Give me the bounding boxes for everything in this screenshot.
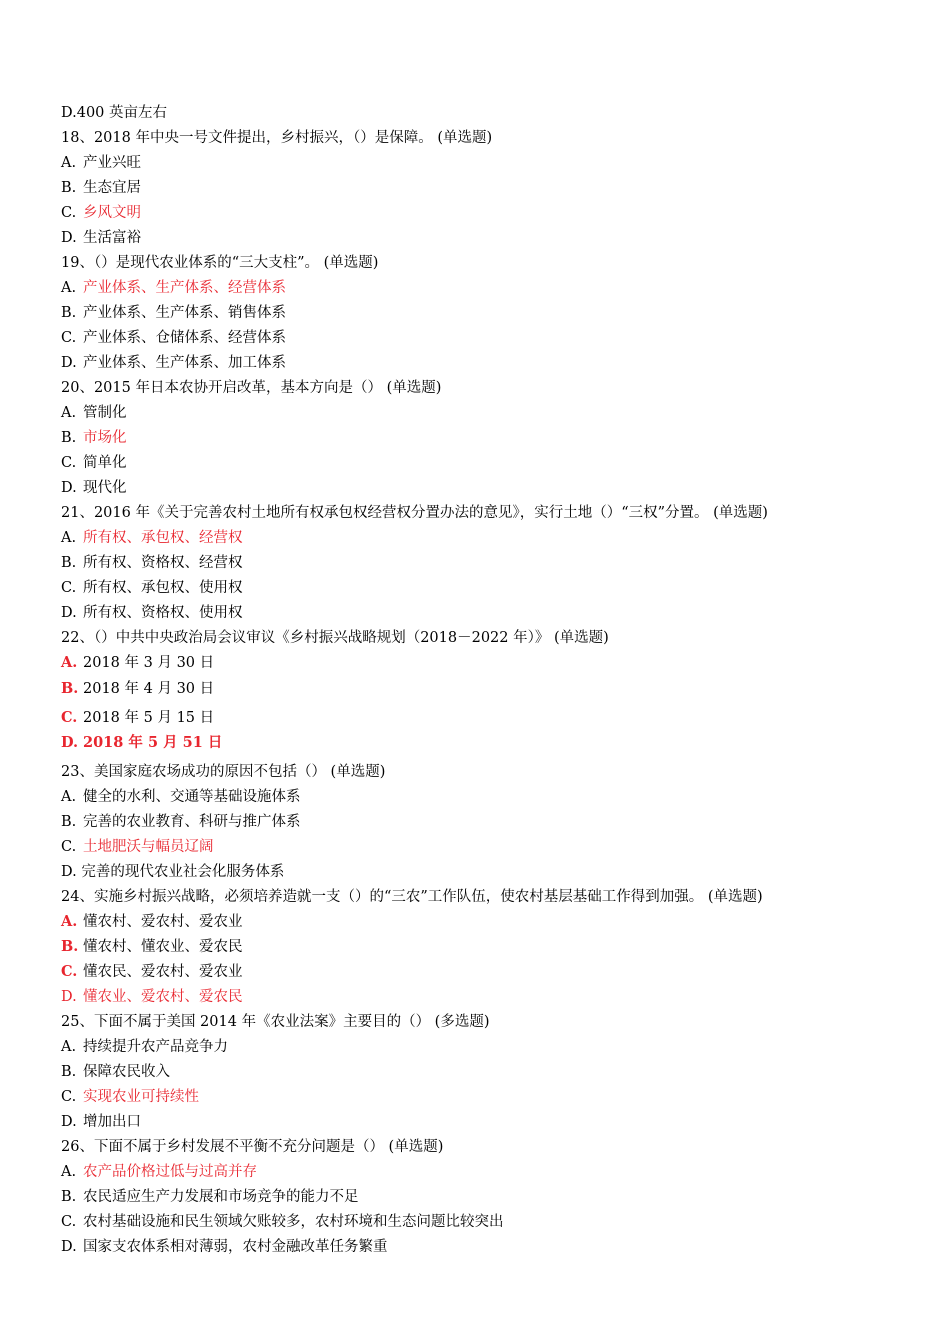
option-line	[61, 178, 141, 198]
option-line	[61, 453, 127, 473]
option-line	[61, 328, 286, 348]
option-line	[61, 553, 243, 573]
option-key: A.	[61, 913, 78, 930]
option-line	[61, 912, 243, 932]
option-text: 产业体系、生产体系、销售体系	[83, 305, 286, 321]
question-line	[61, 1012, 490, 1032]
option-text: 增加出口	[83, 1114, 141, 1130]
option-line	[61, 403, 127, 423]
option-key: B.	[61, 680, 79, 697]
option-text: 管制化	[83, 405, 127, 421]
option-key: D.	[61, 989, 77, 1005]
question-text: 22、（）中共中央政治局会议审议《乡村振兴战略规划（2018－2022 年）》 (单选题)	[61, 630, 609, 646]
option-key: A.	[61, 654, 78, 671]
option-key: D.	[61, 230, 77, 246]
option-text: 现代化	[83, 480, 127, 496]
option-key: B.	[61, 938, 79, 955]
option-text: 所有权、资格权、经营权	[83, 555, 243, 571]
question-line	[61, 503, 768, 523]
option-text: 产业兴旺	[83, 155, 141, 171]
option-text: 生态宜居	[83, 180, 141, 196]
option-line	[61, 733, 222, 753]
option-key: A.	[61, 789, 77, 805]
question-text: 18、2018 年中央一号文件提出，乡村振兴，（）是保障。 (单选题)	[61, 130, 493, 146]
option-line	[61, 153, 141, 173]
option-key: D.	[61, 1114, 77, 1130]
option-key: C.	[61, 580, 77, 596]
option-line	[61, 478, 127, 498]
option-key: C.	[61, 1089, 77, 1105]
option-key: D.	[61, 1239, 77, 1255]
option-line	[61, 528, 243, 548]
option-key: C.	[61, 839, 77, 855]
option-line	[61, 837, 214, 857]
option-text: 所有权、承包权、使用权	[83, 580, 243, 596]
question-text: 25、下面不属于美国 2014 年《农业法案》主要目的（） (多选题)	[61, 1014, 490, 1030]
option-line	[61, 203, 141, 223]
option-key: C.	[61, 330, 77, 346]
option-text: 懂农民、爱农村、爱农业	[83, 964, 243, 980]
option-text: 懂农业、爱农村、爱农民	[83, 989, 243, 1005]
option-text: 持续提升农产品竞争力	[83, 1039, 228, 1055]
option-text: 2018 年 5 月 51 日	[83, 734, 223, 751]
question-line	[61, 1137, 443, 1157]
option-text: 产业体系、生产体系、经营体系	[83, 280, 286, 296]
option-line	[61, 428, 127, 448]
option-line	[61, 1062, 170, 1082]
question-text: 21、2016 年《关于完善农村土地所有权承包权经营权分置办法的意见》，实行土地（）“三权”分置。 (单选题)	[61, 505, 768, 521]
question-text: 26、下面不属于乡村发展不平衡不充分问题是（） (单选题)	[61, 1139, 444, 1155]
option-line	[61, 1237, 388, 1257]
option-key: B.	[61, 430, 77, 446]
option-text: 产业体系、仓储体系、经营体系	[83, 330, 286, 346]
option-text: 懂农村、爱农村、爱农业	[83, 914, 243, 930]
option-text: 乡风文明	[83, 205, 141, 221]
option-text: 保障农民收入	[83, 1064, 170, 1080]
option-text: 所有权、资格权、使用权	[83, 605, 243, 621]
option-text: 懂农村、懂农业、爱农民	[83, 939, 243, 955]
option-key: B.	[61, 305, 77, 321]
option-text: 土地肥沃与幅员辽阔	[83, 839, 214, 855]
option-key: C.	[61, 205, 77, 221]
option-key: A.	[61, 280, 77, 296]
question-text: D. 完善的现代农业社会化服务体系	[61, 864, 285, 880]
option-key: A.	[61, 155, 77, 171]
option-text: 市场化	[83, 430, 127, 446]
question-line	[61, 887, 763, 907]
option-text: 农产品价格过低与过高并存	[83, 1164, 257, 1180]
question-line	[61, 128, 492, 148]
question-line	[61, 862, 284, 882]
option-key: D.	[61, 355, 77, 371]
option-line	[61, 812, 301, 832]
option-line	[61, 1037, 228, 1057]
option-line	[61, 1087, 199, 1107]
option-text: 生活富裕	[83, 230, 141, 246]
option-key: B.	[61, 180, 77, 196]
option-line	[61, 228, 141, 248]
option-text: 健全的水利、交通等基础设施体系	[83, 789, 301, 805]
option-text: 产业体系、生产体系、加工体系	[83, 355, 286, 371]
option-text: 2018 年 4 月 30 日	[83, 681, 215, 697]
option-text: 农村基础设施和民生领域欠账较多，农村环境和生态问题比较突出	[83, 1214, 504, 1230]
question-line	[61, 103, 167, 123]
option-line	[61, 578, 243, 598]
option-key: A.	[61, 405, 77, 421]
option-key: B.	[61, 814, 77, 830]
option-key: C.	[61, 963, 78, 980]
option-key: B.	[61, 555, 77, 571]
question-text: 23、美国家庭农场成功的原因不包括（） (单选题)	[61, 764, 386, 780]
option-text: 完善的农业教育、科研与推广体系	[83, 814, 301, 830]
question-text: 19、（）是现代农业体系的“三大支柱”。 (单选题)	[61, 255, 379, 271]
option-line	[61, 1212, 504, 1232]
question-text: D.400 英亩左右	[61, 105, 168, 121]
option-line	[61, 708, 214, 728]
option-line	[61, 962, 243, 982]
option-text: 国家支农体系相对薄弱，农村金融改革任务繁重	[83, 1239, 388, 1255]
option-key: B.	[61, 1189, 77, 1205]
option-line	[61, 937, 243, 957]
option-line	[61, 278, 286, 298]
option-key: D.	[61, 734, 79, 751]
option-line	[61, 987, 243, 1007]
option-key: D.	[61, 480, 77, 496]
option-key: C.	[61, 709, 78, 726]
option-text: 农民适应生产力发展和市场竞争的能力不足	[83, 1189, 359, 1205]
option-line	[61, 787, 301, 807]
option-key: C.	[61, 1214, 77, 1230]
question-line	[61, 762, 385, 782]
option-text: 2018 年 5 月 15 日	[83, 710, 215, 726]
option-text: 实现农业可持续性	[83, 1089, 199, 1105]
option-line	[61, 1187, 359, 1207]
option-text: 所有权、承包权、经营权	[83, 530, 243, 546]
question-line	[61, 628, 609, 648]
option-text: 2018 年 3 月 30 日	[83, 655, 215, 671]
option-key: A.	[61, 530, 77, 546]
option-key: A.	[61, 1039, 77, 1055]
option-line	[61, 679, 214, 699]
question-text: 24、实施乡村振兴战略，必须培养造就一支（）的“三农”工作队伍，使农村基层基础工作得到加强。 (单选题)	[61, 889, 763, 905]
option-line	[61, 353, 286, 373]
option-line	[61, 303, 286, 323]
question-line	[61, 253, 378, 273]
option-line	[61, 603, 243, 623]
question-line	[61, 378, 441, 398]
option-line	[61, 653, 214, 673]
option-key: B.	[61, 1064, 77, 1080]
question-text: 20、2015 年日本农协开启改革，基本方向是（） (单选题)	[61, 380, 442, 396]
option-key: C.	[61, 455, 77, 471]
option-key: D.	[61, 605, 77, 621]
option-text: 简单化	[83, 455, 127, 471]
option-line	[61, 1162, 257, 1182]
option-key: A.	[61, 1164, 77, 1180]
option-line	[61, 1112, 141, 1132]
